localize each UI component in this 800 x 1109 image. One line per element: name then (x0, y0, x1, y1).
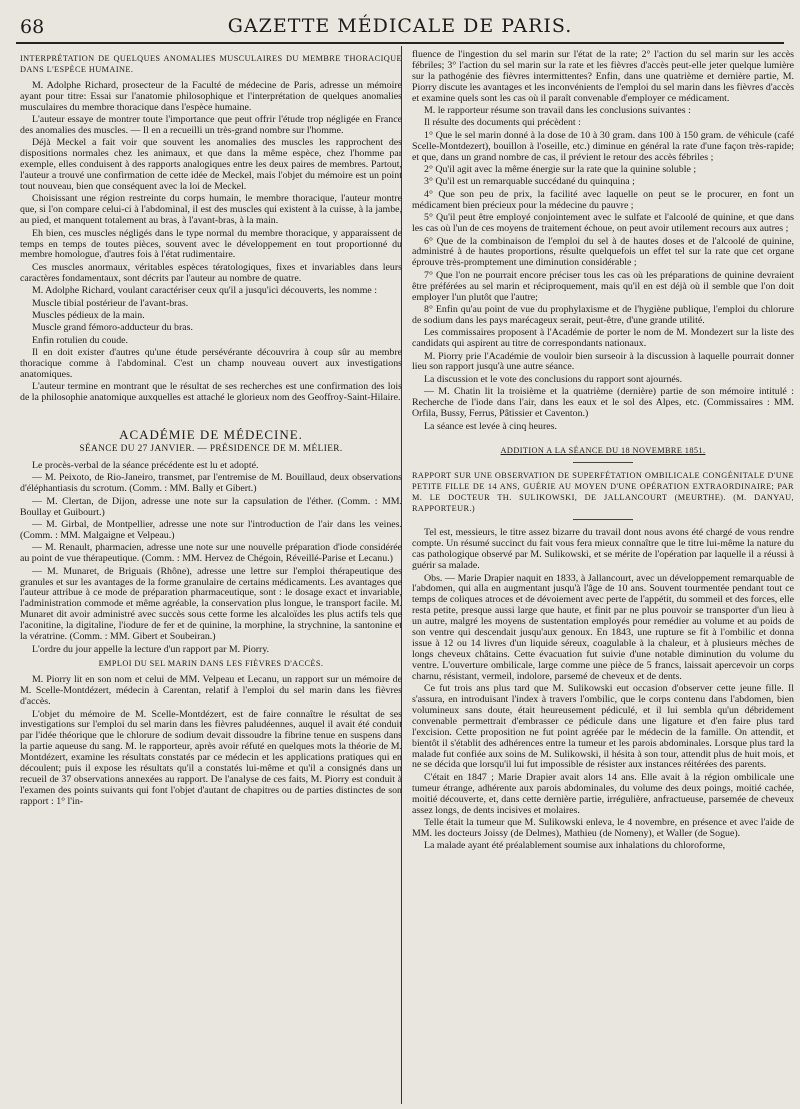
conclusion-item: 4° Que son peu de prix, la facilité avec laquelle on peut se le procurer, en font un médicament bien précieux pour la médecine du pauvre ; (412, 188, 794, 211)
page-number: 68 (20, 16, 45, 38)
paragraph: — M. Peixoto, de Rio-Janeiro, transmet, par l'entremise de M. Bouillaud, deux observations d'éléphantiasis du scrotum. (Comm. : MM. Bally et Gibert.) (20, 472, 402, 495)
muscle-list-item: Muscle tibial postérieur de l'avant-bras. (32, 297, 189, 309)
paragraph: Les commissaires proposent à l'Académie de porter le nom de M. Mondezert sur la liste des candidats qui aspirent au titre de correspondants nationaux. (412, 327, 794, 350)
paragraph: — M. Clertan, de Dijon, adresse une note sur la capsulation de l'éther. (Comm. : MM. Boullay et Guibourt.) (20, 495, 402, 518)
conclusion-item: 7° Que l'on ne pourrait encore préciser tous les cas où les préparations de quinine devraient être préférées au sel marin et réciproquement, mais qu'il en est déjà où il semble que l'on doit employer l'un plutôt que l'autre; (412, 269, 794, 303)
conclusion-item: 1° Que le sel marin donné à la dose de 10 à 30 gram. dans 100 à 150 gram. de véhicule (café Scelle-Montdezert), bouillon à l'oseille, etc.) diminue en général la rate d'une façon très-rapide; et que, dans un grand nombre de cas, il prévient le retour des accès fébriles ; (412, 129, 794, 163)
rapport-title: RAPPORT SUR UNE OBSERVATION DE SUPERFÉTATION OMBILICALE CONGÉNITALE D'UNE PETITE FILLE DE 14 ANS, GUÉRIE AU MOYEN D'UNE OPÉRATION EXTRAORDINAIRE; PAR M. LE DOCTEUR TH. SULIKOWSKI, DE JALLANCOURT (MEURTHE). (M. DANYAU, RAPPORTEUR.) (412, 470, 794, 513)
section-title-sel-marin: EMPLOI DU SEL MARIN DANS LES FIÈVRES D'ACCÈS. (98, 659, 324, 669)
paragraph: L'auteur termine en montrant que le résultat de ses recherches est une confirmation des lois de la philosophie anatomique auxquelles est attaché le glorieux nom des Geoffroy-Saint-Hilaire. (20, 381, 402, 404)
conclusion-item: 3° Qu'il est un remarquable succédané du quinquina ; (424, 176, 635, 188)
short-rule (573, 462, 633, 463)
paragraph: Ce fut trois ans plus tard que M. Sulikowski eut occasion d'observer cette jeune fille. Il s'assura, en introduisant l'index à travers l'ombilic, que le corps contenu dans l'abdomen, bien volumineux sans doute, était heureusement pédiculé, et il lui sembla qu'un débridement convenable permettrait d'embrasser ce pédicule dans une ligature et d'en faire plus tard l'excision. Cette proposition ne fut point agréée par le médecin de la famille. On attendit, et bientôt il s'établit des adhérences entre la tumeur et les parois abdominales. Lorsque plus tard la malade fut confiée aux soins de M. Sulikowski, il hésita à son tour, attendit plus de huit mois, et ne se décida que lorsqu'il lui fut impossible de résister aux instances réitérées des parents. (412, 683, 794, 771)
paragraph: Telle était la tumeur que M. Sulikowski enleva, le 4 novembre, en présence et avec l'aide de MM. les docteurs Joissy (de Delmes), Mathieu (de Nomeny), et Waller (de Sogue). (412, 817, 794, 839)
conclusion-item: 2° Qu'il agit avec la même énergie sur la rate que la quinine soluble ; (424, 164, 697, 176)
paragraph: La malade ayant été préalablement soumise aux inhalations du chloroforme, (424, 840, 726, 852)
paragraph: M. Piorry prie l'Académie de vouloir bien surseoir à la discussion à laquelle pourrait donner lieu son rapport jusqu'à une autre séance. (412, 350, 794, 373)
paragraph: M. Piorry lit en son nom et celui de MM. Velpeau et Lecanu, un rapport sur un mémoire de M. Scelle-Montdézert, médecin à Carentan, relatif à l'emploi du sel marin dans les fièvres d'accès. (20, 674, 402, 708)
paragraph: Choisissant une région restreinte du corps humain, le membre thoracique, l'auteur montre que, si l'on compare celui-ci à l'abdominal, il est des muscles qui existent à la cuisse, à la jambe, au pied, et manquent totalement au bras, à l'avant-bras, à la main. (20, 193, 402, 227)
muscle-list-item: Muscles pédieux de la main. (32, 309, 145, 321)
continued-paragraph: fluence de l'ingestion du sel marin sur l'état de la rate; 2° l'action du sel marin sur les accès fébriles; 3° l'action du sel marin sur la rate et les fièvres d'accès peut-elle jeter quelque lumière sur la pathogénie des fièvres intermittentes? Enfin, dans une quatrième et dernière partie, M. Piorry discute les avantages et les inconvénients de l'emploi du sel marin dans les fièvres d'accès et examine quels sont les cas où il paraît convenable d'employer ce médicament. (412, 50, 794, 104)
paragraph: Déjà Meckel a fait voir que souvent les anomalies des muscles les rapprochent des dispositions normales chez les animaux, et que dans la même espèce, chez l'homme par exemple, elles conduisent à des rapports analogiques entre les deux paires de membres. Partout, l'auteur a trouvé une confirmation de cette idée de Meckel, mais l'objet du mémoire est un point tout nouveau, bien que conséquent avec la loi de Meckel. (20, 137, 402, 192)
seance-heading: SÉANCE DU 27 JANVIER. — PRÉSIDENCE DE M. MÉLIER. (79, 444, 343, 455)
paragraph: L'ordre du jour appelle la lecture d'un rapport par M. Piorry. (32, 643, 270, 655)
section-title-anomalies: INTERPRÉTATION DE QUELQUES ANOMALIES MUSCULAIRES DU MEMBRE THORACIQUE DANS L'ESPÈCE HUMAINE. (20, 54, 402, 74)
paragraph: Eh bien, ces muscles négligés dans le type normal du membre thoracique, y apparaissent de temps en temps de toutes pièces, souvent avec le développement en tout proportionné du membre homologue, d'autres fois à l'état rudimentaire. (20, 227, 402, 261)
paragraph: — M. Munaret, de Briguais (Rhône), adresse une lettre sur l'emploi thérapeutique des granules et sur les avantages de la forme granulaire de certains médicaments. Les avantages que l'auteur attribue à ce mode de préparation pharmaceutique, sont : le dosage exact et invariable, l'administration commode et même agréable, la conservation plus longue, le transport facile. M. Munaret dit avoir administré avec succès sous cette forme les alcaloïdes les plus actifs tels que l'aconitine, la digitaline, l'iodure de fer et de quinine, la morphine, la strychnine, la santonine et la vératrine. (Comm. : MM. Gibert et Soubeiran.) (20, 565, 402, 643)
addition-title: ADDITION A LA SÉANCE DU 18 NOVEMBRE 1851. (500, 445, 706, 455)
muscle-list-item: Enfin rotulien du coude. (32, 334, 128, 346)
paragraph: Le procès-verbal de la séance précédente est lu et adopté. (32, 460, 259, 471)
paragraph: Tel est, messieurs, le titre assez bizarre du travail dont nous avons été chargé de vous rendre compte. Un résumé succinct du fait vous fera mieux connaître que le titre lui-même la nature du cas pathologique observé par M. Sulikowski, et se mérite de l'opération par laquelle il a réussi à guérir sa malade. (412, 527, 794, 572)
paragraph: — M. Girbal, de Montpellier, adresse une note sur l'introduction de l'air dans les veines. (Comm. : MM. Malgaigne et Velpeau.) (20, 519, 402, 541)
left-column (20, 50, 402, 1102)
paragraph: M. Adolphe Richard, prosecteur de la Faculté de médecine de Paris, adresse un mémoire ayant pour titre: Essai sur l'anatomie philosophique et l'interprétation de quelques anomalies musculaires du membre thoracique dans l'espèce humaine. (20, 79, 402, 113)
paragraph: M. le rapporteur résume son travail dans les conclusions suivantes : (424, 105, 691, 117)
paragraph: Il en doit exister d'autres qu'une étude persévérante découvrira à coup sûr au membre thoracique comme à l'abdominal. C'est un champ nouveau ouvert aux investigations anatomiques. (20, 347, 402, 380)
paragraph: Il résulte des documents qui précèdent : (424, 117, 581, 129)
paragraph: L'auteur essaye de montrer toute l'importance que peut offrir l'étude trop négligée en France des anomalies des muscles. — Il en a recueilli un très-grand nombre sur l'homme. (20, 114, 402, 136)
journal-title: GAZETTE MÉDICALE DE PARIS. (227, 15, 573, 37)
conclusion-item: 8° Enfin qu'au point de vue du prophylaxisme et de l'hygiène publique, l'emploi du chlorure de sodium dans les pays marécageux serait, peut-être, d'une grande utilité. (412, 303, 794, 326)
right-column (412, 50, 794, 1102)
paragraph: C'était en 1847 ; Marie Drapier avait alors 14 ans. Elle avait à la région ombilicale une tumeur étrange, adhérente aux parois abdominales, du volume des deux poings, moitié cachée, moitié découverte, et, dans cette dernière partie, irrégulière, anfractueuse, parsemée de cheveux assez longs, de dents incisives et molaires. (412, 771, 794, 816)
conclusion-item: 6° Que de la combinaison de l'emploi du sel à de hautes doses et de l'alcoolé de quinine, administré à de hautes proportions, résulte quelquefois un effet tel sur la rate que cet organe éprouve très-promptement une diminution considérable ; (412, 235, 794, 269)
page-header (16, 12, 784, 44)
paragraph: — M. Chatin lit la troisième et la quatrième (dernière) partie de son mémoire intitulé : Recherche de l'iode dans l'air, dans les eaux et le sol des Alpes, etc. (Commissaires : MM. Orfila, Bussy, Ferrus, Pâtissier et Caventon.) (412, 386, 794, 420)
paragraph: La séance est levée à cinq heures. (424, 420, 557, 432)
paragraph: — M. Renault, pharmacien, adresse une note sur une nouvelle préparation d'iode considérée au point de vue thérapeutique. (Comm. : MM. Hervez de Chégoin, Réveillé-Parise et Lecanu.) (20, 542, 402, 565)
conclusion-item: 5° Qu'il peut être employé conjointement avec le sulfate et l'alcoolé de quinine, et que dans les cas où l'un de ces moyens de traitement échoue, on peut avoir utilement recours aux autres ; (412, 212, 794, 235)
paragraph: M. Adolphe Richard, voulant caractériser ceux qu'il a jusqu'ici découverts, les nomme : (32, 285, 377, 297)
paragraph: L'objet du mémoire de M. Scelle-Montdézert, est de faire connaître le résultat de ses investigations sur l'emploi du sel marin dans les fièvres paludéennes, auquel il avait été conduit par l'idée théorique que le chlorure de sodium devait dissoudre la fibrine tenue en suspens dans la partie aqueuse du sang. M. le rapporteur, après avoir réfuté en quelques mots la théorie de M. Montdézert, examine les résultats constatés par ce médecin et les applications pratiques qui en découlent; puis il expose les résultats qu'il a constatés lui-même et qu'il a consignés dans un recueil de 37 observations annexées au rapport. De l'analyse de ces faits, M. Piorry est conduit à l'examen des points suivants qui font l'objet d'autant de chapitres ou de parties distinctes de son rapport : 1° l'in- (20, 708, 402, 807)
paragraph: La discussion et le vote des conclusions du rapport sont ajournés. (424, 373, 683, 385)
observation-paragraph: Obs. — Marie Drapier naquit en 1833, à Jallancourt, avec un développement remarquable de l'abdomen, qui alla en augmentant jusqu'à l'âge de 10 ans. Souvent tourmentée pendant tout ce temps de coliques atroces et de dévoiement avec perte de l'appétit, du sommeil et des forces, elle resta petite, presque aussi large que haute, et finit par ne plus pouvoir se transporter d'un lieu à un autre, malgré les moyens de sustentation employés pour remédier au volume et au poids de son ventre qui descendait jusqu'aux genoux. En 1843, une rupture se fit à l'ombilic et donna issue à 12 ou 14 livres d'un liquide séreux, coagulable à la chaleur, et à plusieurs mèches de longs cheveux châtains. Cette évacuation fut suivie d'une notable diminution du volume du ventre. L'ouverture ombilicale, large comme une pièce de 5 francs, laissait apercevoir un corps charnu, résistant, vermeil, indolore, parsemé de cheveux et de dents. (412, 572, 794, 682)
short-rule (573, 519, 633, 520)
paragraph: Ces muscles anormaux, véritables espèces tératologiques, fixes et invariables dans leurs caractères fondamentaux, sont décrits par l'auteur au nombre de quatre. (20, 261, 402, 284)
academy-title: ACADÉMIE DE MÉDECINE. (119, 427, 303, 443)
muscle-list-item: Muscle grand fémoro-adducteur du bras. (32, 322, 193, 334)
